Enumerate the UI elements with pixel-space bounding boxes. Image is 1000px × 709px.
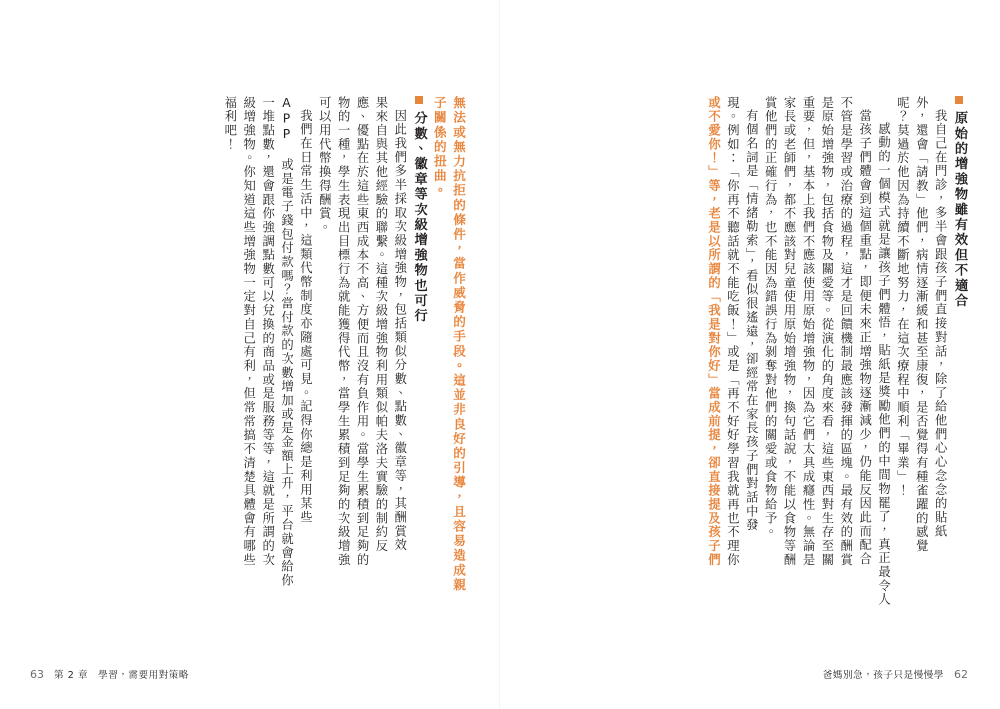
left-page-line-10: 福利吧！ — [222, 96, 237, 152]
left-page-footer-title: 學習，需要用對策略 — [98, 670, 189, 681]
left-page-line-9: 級增強物。你知道這些增強物一定對自己有利，但常常搞不清楚具體會有哪些 — [241, 96, 256, 567]
right-page-line-12: 現。例如：「你再不聽話就不能吃飯！」或是「再不好好學習我就再也不理你 — [725, 96, 740, 567]
right-page-line-8: 重要，但，基本上我們不應該使用原始增強物，因為它們太具成癮性。無論是 — [800, 96, 815, 567]
left-page-text-block — [28, 96, 464, 641]
right-page-line-6: 不管是學習或治療的過程，這才是回饋機制最應該發揮的區塊。最有效的酬賞 — [838, 96, 853, 567]
left-page-line-5: 可以用代幣換得酬賞。 — [317, 96, 332, 235]
left-page-footer-chapter: 第 2 章 — [54, 670, 89, 681]
right-page-line-11: 有個名詞是「情緒勒索」，看似很遙遠，卻經常在家長孩子們對話中發 — [744, 109, 759, 533]
left-page-line-7: APP 或是電子錢包付款嗎？當付款的次數增加或是金額上升，平台就會給你 — [279, 96, 294, 588]
right-page-line-10: 賞他們的正確行為，也不能因為錯誤行為剝奪對他們的關愛或食物給予。 — [763, 96, 778, 540]
right-page-number: 62 — [954, 668, 968, 681]
left-page-line-1: 因此我們多半採取次級增強物，包括類似分數、點數、徽章等，其酬賞效 — [392, 109, 407, 553]
right-page-emphasis: 或不愛你！」等，老是以所謂的「我是對你好」當成前提，卻直接提及孩子們 — [706, 96, 721, 567]
left-page-line-3: 應、優點在於這些東西成本不高、方便而且沒有負作用。當學生累積到足夠的 — [355, 96, 370, 567]
right-page-line-2: 外，還會「請教」他們，病情逐漸緩和甚至康復，是否覺得有種雀躍的感覺 — [914, 96, 929, 554]
right-page-line-4: 感動的一個模式就是讓孩子們體悟，貼紙是獎勵他們的中間物罷了，真正最令人 — [876, 122, 891, 607]
right-page-footer-title: 爸媽別急，孩子只是慢慢學 — [822, 670, 944, 681]
left-page-line-6: 我們在日常生活中，這類代幣制度亦隨處可見。記得你總是利用某些 — [298, 109, 313, 525]
left-page-pull-quote-line-2: 子關係的扭曲。 — [431, 96, 447, 199]
left-page-footer — [30, 667, 189, 681]
left-page-heading: 分數、徽章等次級增強物也可行 — [412, 96, 425, 641]
right-page-line-9: 家長或老師們，都不應該對兒童使用原始增強物，換句話說，不能以食物等酬 — [782, 96, 797, 567]
right-page-footer — [823, 667, 968, 681]
right-page-line-1: 我自己在門診，多半會跟孩子們直接對話，除了給他們心心念念的貼紙 — [933, 109, 948, 539]
right-page-line-7: 是原始增強物，包括食物及關愛等。從演化的角度來看，這些東西對生存至關 — [819, 96, 834, 567]
right-page — [500, 0, 1000, 709]
left-page-line-4: 物的一種，學生表現出目標行為就能獲得代幣，當學生累積到足夠的次級增強 — [336, 96, 351, 567]
left-page-line-8: 一堆點數，還會跟你強調點數可以兌換的商品或是服務等等，這就是所謂的次 — [260, 96, 275, 567]
right-page-text-block — [530, 96, 966, 641]
left-page-number: 63 — [30, 668, 44, 681]
heading-bullet-icon — [955, 96, 963, 104]
right-page-heading: 原始的增強物雖有效但不適合 — [953, 96, 966, 641]
right-page-line-3: 呢？莫過於他因為持續不斷地努力，在這次療程中順利「畢業」！ — [895, 96, 910, 498]
left-page-pull-quote-line-1: 無法或無力抗拒的條件，當作威脅的手段。這並非良好的引導，且容易造成親 — [451, 96, 466, 593]
right-page-line-5: 當孩子們體會到這個重點，即便未來正增強物逐漸減少，仍能反因此而配合 — [857, 109, 872, 567]
heading-bullet-icon — [415, 96, 423, 104]
left-page-line-2: 果來自與其他經驗的聯繫。這種次級增強物利用類似帕夫洛夫實驗的制約反 — [373, 96, 388, 554]
right-page-line-13 — [707, 96, 719, 641]
